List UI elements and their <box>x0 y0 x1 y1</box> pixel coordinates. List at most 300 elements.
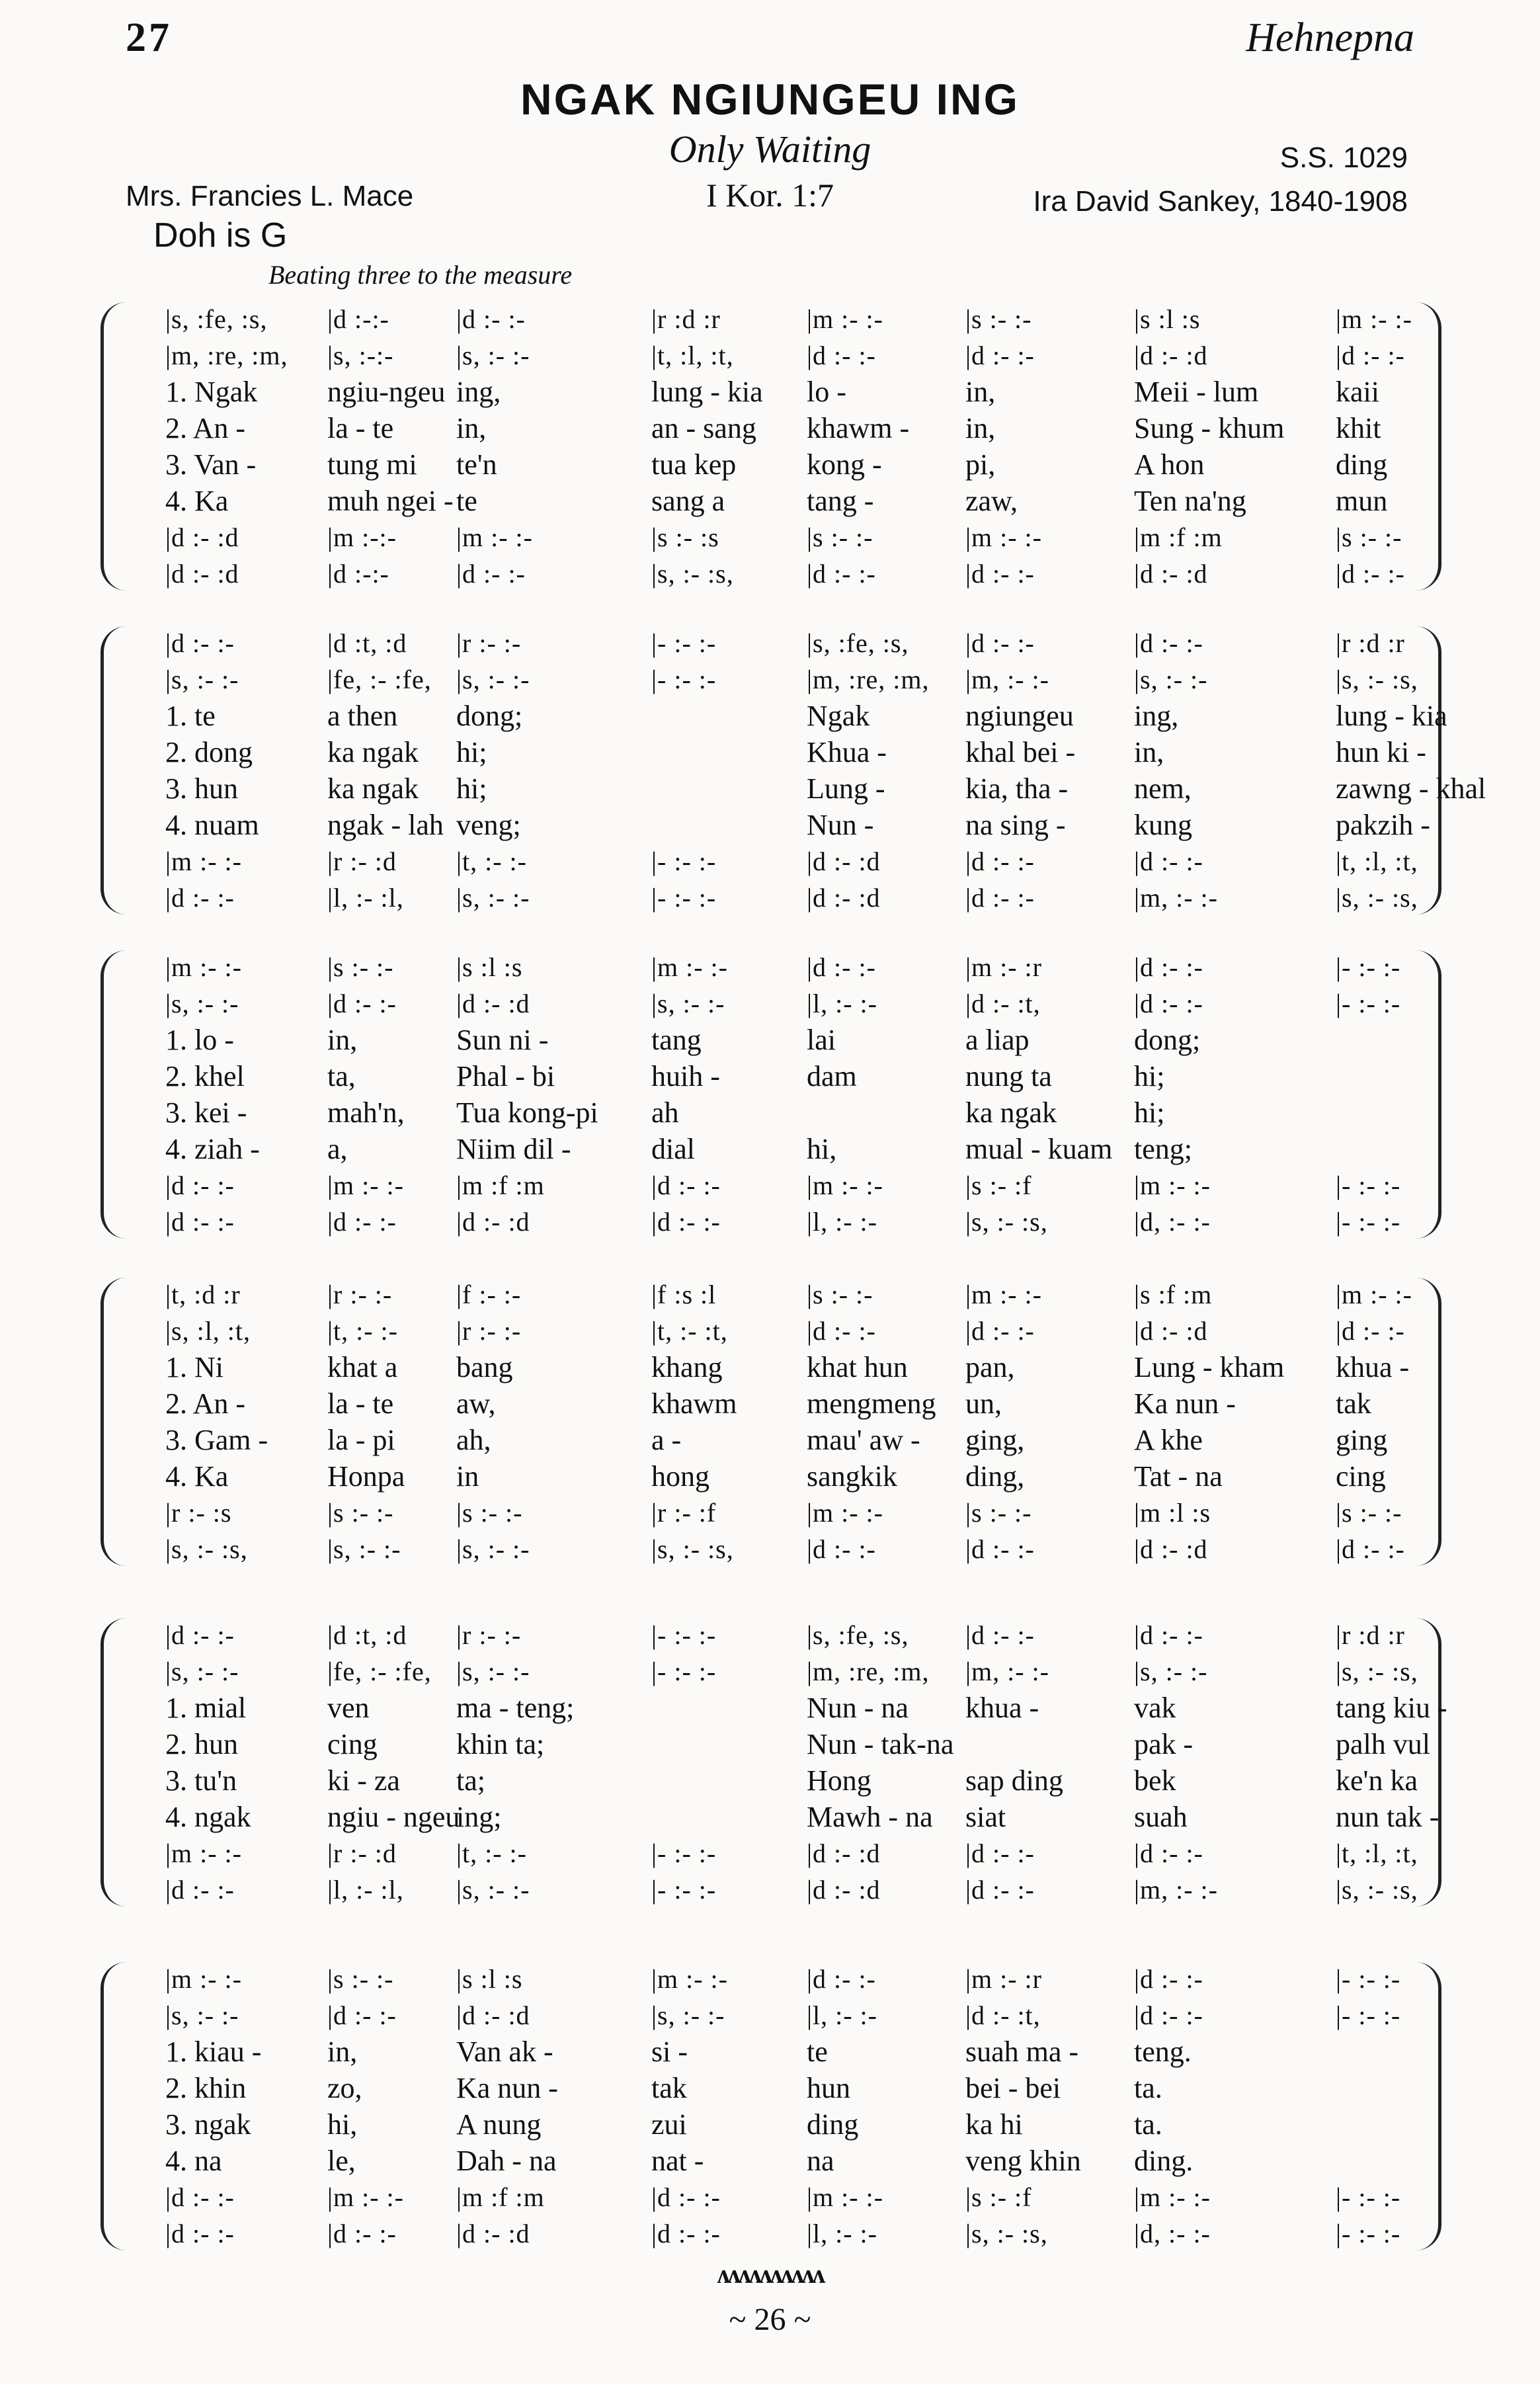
solfa-measure: |m :l :s <box>1134 1498 1211 1528</box>
solfa-measure: |m :- :r <box>965 1964 1042 1994</box>
lyric-syllable: 2. hun <box>165 1728 238 1760</box>
verse-2-lyrics <box>152 1385 1402 1422</box>
solfa-measure: |r :d :r <box>651 304 721 334</box>
music-system <box>99 1270 1441 1574</box>
solfa-measure: |t, :l, :t, <box>1336 1838 1418 1868</box>
solfa-measure: |m :f :m <box>456 1171 545 1200</box>
solfa-measure: |r :- :d <box>327 1838 397 1868</box>
solfa-measure: |d :- :- <box>1336 1316 1405 1346</box>
solfa-measure: |- :- :- <box>651 1838 717 1868</box>
solfa-measure: |m :- :- <box>327 2182 404 2212</box>
solfa-measure: |m :- :- <box>1134 1171 1211 1200</box>
lyric-syllable: 3. hun <box>165 772 238 805</box>
solfa-measure: |- :- :- <box>1336 2000 1401 2030</box>
solfa-measure: |m :- :- <box>807 304 883 334</box>
solfa-measure: |m :f :m <box>1134 522 1223 552</box>
lyric-syllable: cing <box>327 1728 378 1760</box>
lyric-syllable: ding, <box>965 1460 1025 1493</box>
solfa-measure: |m :- :- <box>1336 304 1412 334</box>
lyric-syllable: Ka nun - <box>1134 1387 1236 1420</box>
lyric-syllable: Nun - <box>807 809 874 841</box>
soprano-solfa-line <box>152 1617 1405 1653</box>
alto-solfa-line <box>152 985 1402 1022</box>
verse-1-lyrics <box>152 1349 1410 1385</box>
solfa-measure: |fe, :- :fe, <box>327 1657 432 1686</box>
system-brace-right <box>1416 950 1441 1239</box>
lyric-syllable: Ten na'ng <box>1134 485 1246 517</box>
solfa-measure: |s :f :m <box>1134 1280 1213 1309</box>
music-system <box>99 294 1441 598</box>
lyric-syllable: ka ngak <box>965 1096 1057 1129</box>
solfa-measure: |r :d :r <box>1336 628 1405 658</box>
solfa-measure: |m :-:- <box>327 522 397 552</box>
lyric-syllable: muh ngei - <box>327 485 454 517</box>
tenor-solfa-line <box>152 2179 1402 2215</box>
lyric-syllable: Tat - na <box>1134 1460 1223 1493</box>
lyric-syllable: ah <box>651 1096 679 1129</box>
solfa-measure: |s, :- :- <box>327 1534 401 1564</box>
lyric-syllable: ing; <box>456 1801 502 1833</box>
lyric-syllable: ki - za <box>327 1764 400 1797</box>
solfa-measure: |r :- :- <box>456 1316 522 1346</box>
solfa-measure: |r :- :s <box>165 1498 232 1528</box>
solfa-measure: |s, :- :- <box>165 1657 239 1686</box>
solfa-measure: |s :- :- <box>965 1498 1032 1528</box>
solfa-measure: |r :- :- <box>456 628 522 658</box>
lyric-syllable: ging, <box>965 1424 1025 1456</box>
tenor-solfa-line <box>152 843 1418 880</box>
solfa-measure: |s :l :s <box>1134 304 1201 334</box>
solfa-measure: |m, :re, :m, <box>807 1657 930 1686</box>
solfa-measure: |d :- :- <box>807 559 876 589</box>
solfa-measure: |- :- :- <box>1336 1207 1401 1237</box>
lyric-syllable: ah, <box>456 1424 491 1456</box>
lyric-syllable: khawm - <box>807 412 910 444</box>
lyric-syllable: veng; <box>456 809 521 841</box>
solfa-measure: |d :- :d <box>807 883 881 913</box>
solfa-measure: |d :-:- <box>327 559 389 589</box>
solfa-measure: |d :- :- <box>1134 989 1203 1018</box>
lyric-syllable: te <box>807 2035 828 2068</box>
solfa-measure: |- :- :- <box>651 846 717 876</box>
lyric-syllable: ta, <box>327 1060 356 1092</box>
solfa-measure: |d :- :d <box>456 1207 530 1237</box>
solfa-measure: |t, :l, :t, <box>1336 846 1418 876</box>
alto-solfa-line <box>152 1997 1402 2034</box>
system-brace <box>101 950 126 1239</box>
solfa-measure: |f :- :- <box>456 1280 522 1309</box>
alto-solfa-line <box>152 661 1418 698</box>
solfa-measure: |d :- :- <box>1134 1838 1203 1868</box>
composer: Ira David Sankey, 1840-1908 <box>1033 185 1408 218</box>
solfa-measure: |d :t, :d <box>327 1620 407 1650</box>
solfa-measure: |s :l :s <box>456 952 523 982</box>
lyric-syllable: dial <box>651 1133 695 1165</box>
lyric-syllable: a liap <box>965 1024 1030 1056</box>
lyric-syllable: bang <box>456 1351 513 1383</box>
solfa-measure: |d :-:- <box>327 304 389 334</box>
verse-1-lyrics <box>152 2034 1402 2070</box>
hymn-title: NGAK NGIUNGEU ING <box>520 75 1020 124</box>
solfa-measure: |d, :- :- <box>1134 1207 1211 1237</box>
author: Mrs. Francies L. Mace <box>126 180 414 212</box>
solfa-measure: |d :- :- <box>165 628 235 658</box>
lyric-syllable: Nun - tak-na <box>807 1728 954 1760</box>
lyric-syllable: veng khin <box>965 2145 1081 2177</box>
solfa-measure: |m, :- :- <box>965 1657 1049 1686</box>
solfa-measure: |m, :- :- <box>1134 883 1218 913</box>
lyric-syllable: hun <box>807 2072 850 2104</box>
lyric-syllable: 2. khin <box>165 2072 247 2104</box>
lyric-syllable: khawm <box>651 1387 737 1420</box>
lyric-syllable: a, <box>327 1133 348 1165</box>
solfa-measure: |d :- :- <box>965 1838 1035 1868</box>
solfa-measure: |s, :- :s, <box>1336 665 1418 694</box>
solfa-measure: |s :- :f <box>965 1171 1032 1200</box>
lyric-syllable: 1. te <box>165 700 216 732</box>
lyric-syllable: pak - <box>1134 1728 1194 1760</box>
solfa-measure: |r :- :f <box>651 1498 717 1528</box>
solfa-measure: |r :- :- <box>456 1620 522 1650</box>
lyric-syllable: 2. An - <box>165 412 245 444</box>
system-brace-right <box>1416 1618 1441 1907</box>
solfa-measure: |d :- :- <box>965 341 1035 370</box>
lyric-syllable: lai <box>807 1024 836 1056</box>
system-brace <box>101 626 126 915</box>
verse-3-lyrics <box>152 770 1486 807</box>
solfa-measure: |d :- :- <box>965 628 1035 658</box>
lyric-syllable: tang <box>651 1024 702 1056</box>
lyric-syllable: Honpa <box>327 1460 405 1493</box>
lyric-syllable: an - sang <box>651 412 756 444</box>
solfa-measure: |l, :- :- <box>807 2000 877 2030</box>
lyric-syllable: A khe <box>1134 1424 1203 1456</box>
solfa-measure: |s :- :- <box>327 952 394 982</box>
lyric-syllable: 4. Ka <box>165 1460 229 1493</box>
system-brace-right <box>1416 1278 1441 1566</box>
book-name: Hehnepna <box>1246 15 1414 60</box>
lyric-syllable: nung ta <box>965 1060 1052 1092</box>
lyric-syllable: Mawh - na <box>807 1801 933 1833</box>
lyric-syllable: ma - teng; <box>456 1692 575 1724</box>
lyric-syllable: bei - bei <box>965 2072 1061 2104</box>
lyric-syllable: 2. khel <box>165 1060 245 1092</box>
lyric-syllable: hi; <box>456 736 487 768</box>
lyric-syllable: in, <box>1134 736 1164 768</box>
system-brace-right <box>1416 302 1441 591</box>
lyric-syllable: Van ak - <box>456 2035 553 2068</box>
lyric-syllable: aw, <box>456 1387 496 1420</box>
solfa-measure: |m :- :- <box>965 1280 1042 1309</box>
solfa-measure: |d :- :- <box>651 2219 721 2248</box>
solfa-measure: |d :- :- <box>651 1207 721 1237</box>
verse-1-lyrics <box>152 1022 1402 1058</box>
solfa-measure: |d :- :- <box>165 1171 235 1200</box>
lyric-syllable: Tua kong-pi <box>456 1096 598 1129</box>
lyric-syllable: te <box>456 485 477 517</box>
lyric-syllable: ing, <box>1134 700 1179 732</box>
solfa-measure: |s, :- :- <box>651 989 725 1018</box>
verse-1-lyrics <box>152 1690 1447 1726</box>
solfa-measure: |d :- :- <box>965 1620 1035 1650</box>
alto-solfa-line <box>152 1313 1405 1349</box>
lyric-syllable: sap ding <box>965 1764 1063 1797</box>
lyric-syllable: 1. kiau - <box>165 2035 262 2068</box>
lyric-syllable: 1. Ni <box>165 1351 223 1383</box>
verse-4-lyrics <box>152 2143 1402 2179</box>
lyric-syllable: 1. mial <box>165 1692 247 1724</box>
lyric-syllable: na sing - <box>965 809 1066 841</box>
solfa-measure: |m :- :- <box>165 1838 242 1868</box>
lyric-syllable: ta; <box>456 1764 485 1797</box>
lyric-syllable: Sun ni - <box>456 1024 549 1056</box>
solfa-measure: |m :f :m <box>456 2182 545 2212</box>
bass-solfa-line <box>152 1204 1402 1240</box>
solfa-measure: |d :- :- <box>165 1620 235 1650</box>
lyric-syllable: Niim dil - <box>456 1133 571 1165</box>
solfa-measure: |t, :d :r <box>165 1280 241 1309</box>
solfa-measure: |s, :fe, :s, <box>807 628 909 658</box>
lyric-syllable: tang - <box>807 485 874 517</box>
music-system <box>99 618 1486 923</box>
solfa-measure: |m :- :- <box>165 846 242 876</box>
solfa-measure: |l, :- :l, <box>327 883 404 913</box>
solfa-measure: |s, :- :s, <box>965 1207 1048 1237</box>
lyric-syllable: hi, <box>807 1133 837 1165</box>
lyric-syllable: mual - kuam <box>965 1133 1113 1165</box>
solfa-measure: |l, :- :- <box>807 1207 877 1237</box>
solfa-measure: |d :- :- <box>1134 952 1203 982</box>
solfa-measure: |m :- :- <box>807 1498 883 1528</box>
solfa-measure: |d :- :d <box>807 1838 881 1868</box>
lyric-syllable: ing, <box>456 376 501 408</box>
solfa-measure: |d :- :- <box>965 559 1035 589</box>
solfa-measure: |s :- :- <box>807 1280 873 1309</box>
lyric-syllable: in, <box>327 1024 358 1056</box>
lyric-syllable: nat - <box>651 2145 704 2177</box>
solfa-measure: |t, :- :- <box>327 1316 398 1346</box>
lyric-syllable: sang a <box>651 485 725 517</box>
tenor-solfa-line <box>152 1495 1402 1531</box>
lyric-syllable: huih - <box>651 1060 720 1092</box>
solfa-measure: |s, :- :- <box>1134 1657 1208 1686</box>
solfa-measure: |d :- :- <box>327 1207 397 1237</box>
lyric-syllable: khat a <box>327 1351 398 1383</box>
lyric-syllable: 4. Ka <box>165 485 229 517</box>
tenor-solfa-line <box>152 1167 1402 1204</box>
lyric-syllable: khin ta; <box>456 1728 545 1760</box>
lyric-syllable: ngiungeu <box>965 700 1074 732</box>
solfa-measure: |s, :- :s, <box>1336 1875 1418 1905</box>
solfa-measure: |d :- :- <box>807 341 876 370</box>
solfa-measure: |s, :- :- <box>1134 665 1208 694</box>
lyric-syllable: ka ngak <box>327 772 419 805</box>
solfa-measure: |d :- :- <box>165 1875 235 1905</box>
lyric-syllable: Khua - <box>807 736 887 768</box>
solfa-measure: |- :- :- <box>1336 2182 1401 2212</box>
bass-solfa-line <box>152 555 1405 592</box>
solfa-measure: |s, :fe, :s, <box>807 1620 909 1650</box>
lyric-syllable: ven <box>327 1692 370 1724</box>
solfa-measure: |d :- :- <box>327 989 397 1018</box>
solfa-measure: |- :- :- <box>651 883 717 913</box>
bass-solfa-line <box>152 1871 1418 1908</box>
lyric-syllable: kung <box>1134 809 1192 841</box>
solfa-measure: |d :- :t, <box>965 989 1041 1018</box>
solfa-measure: |s, :- :- <box>165 989 239 1018</box>
solfa-measure: |d :- :- <box>651 1171 721 1200</box>
lyric-syllable: suah <box>1134 1801 1188 1833</box>
lyric-syllable: mah'n, <box>327 1096 405 1129</box>
solfa-measure: |d :- :- <box>1134 628 1203 658</box>
lyric-syllable: a then <box>327 700 398 732</box>
lyric-syllable: Hong <box>807 1764 871 1797</box>
lyric-syllable: na <box>807 2145 834 2177</box>
solfa-measure: |s :- :- <box>327 1498 394 1528</box>
lyric-syllable: la - te <box>327 1387 394 1420</box>
solfa-measure: |s, :- :s, <box>651 559 734 589</box>
solfa-measure: |d, :- :- <box>1134 2219 1211 2248</box>
solfa-measure: |s, :-:- <box>327 341 394 370</box>
solfa-measure: |d :- :- <box>965 846 1035 876</box>
lyric-syllable: le, <box>327 2145 356 2177</box>
solfa-measure: |d :- :- <box>1134 1964 1203 1994</box>
solfa-measure: |d :- :- <box>807 1534 876 1564</box>
verse-4-lyrics <box>152 807 1430 843</box>
lyric-syllable: vak <box>1134 1692 1176 1724</box>
solfa-measure: |d :- :- <box>1134 2000 1203 2030</box>
lyric-syllable: Ka nun - <box>456 2072 558 2104</box>
lyric-syllable: kaii <box>1336 376 1379 408</box>
system-brace-right <box>1416 1962 1441 2250</box>
lyric-syllable: ding <box>807 2108 859 2141</box>
lyric-syllable: khang <box>651 1351 723 1383</box>
lyric-syllable: ngak - lah <box>327 809 444 841</box>
lyric-syllable: 2. An - <box>165 1387 245 1420</box>
solfa-measure: |l, :- :- <box>807 2219 877 2248</box>
lyric-syllable: hi; <box>456 772 487 805</box>
lyric-syllable: Lung - kham <box>1134 1351 1285 1383</box>
lyric-syllable: tua kep <box>651 448 737 481</box>
verse-3-lyrics <box>152 446 1402 483</box>
solfa-measure: |m, :re, :m, <box>165 341 288 370</box>
solfa-measure: |d :- :- <box>327 2000 397 2030</box>
solfa-measure: |d :- :d <box>1134 1534 1208 1564</box>
lyric-syllable: tang kiu - <box>1336 1692 1447 1724</box>
system-brace <box>101 1618 126 1907</box>
lyric-syllable: pan, <box>965 1351 1015 1383</box>
lyric-syllable: A nung <box>456 2108 542 2141</box>
key-signature: Doh is G <box>153 216 288 255</box>
solfa-measure: |- :- :- <box>651 665 717 694</box>
solfa-measure: |- :- :- <box>1336 1964 1401 1994</box>
lyric-syllable: ka ngak <box>327 736 419 768</box>
system-brace <box>101 1278 126 1566</box>
lyric-syllable: khua - <box>1336 1351 1410 1383</box>
soprano-solfa-line <box>152 1961 1402 1997</box>
verse-2-lyrics <box>152 734 1426 770</box>
solfa-measure: |- :- :- <box>651 1657 717 1686</box>
solfa-measure: |s, :l, :t, <box>165 1316 251 1346</box>
lyric-syllable: in <box>456 1460 479 1493</box>
solfa-measure: |s, :- :s, <box>965 2219 1048 2248</box>
lyric-syllable: Meii - lum <box>1134 376 1259 408</box>
solfa-measure: |t, :- :t, <box>651 1316 728 1346</box>
lyric-syllable: in, <box>965 376 996 408</box>
solfa-measure: |m :- :- <box>456 522 533 552</box>
system-brace <box>101 302 126 591</box>
lyric-syllable: tak <box>651 2072 687 2104</box>
solfa-measure: |s, :- :- <box>165 665 239 694</box>
lyric-syllable: zawng - khal <box>1336 772 1486 805</box>
lyric-syllable: Nun - na <box>807 1692 909 1724</box>
scripture-reference: I Kor. 1:7 <box>706 177 834 214</box>
lyric-syllable: zaw, <box>965 485 1018 517</box>
solfa-measure: |m :- :- <box>327 1171 404 1200</box>
solfa-measure: |d :- :- <box>965 1534 1035 1564</box>
solfa-measure: |d :- :- <box>165 1207 235 1237</box>
verse-2-lyrics <box>152 410 1402 446</box>
solfa-measure: |d :- :- <box>807 1316 876 1346</box>
solfa-measure: |t, :- :- <box>456 846 527 876</box>
soprano-solfa-line <box>152 625 1405 661</box>
tenor-solfa-line <box>152 519 1402 555</box>
solfa-measure: |d :t, :d <box>327 628 407 658</box>
verse-2-lyrics <box>152 1058 1402 1094</box>
lyric-syllable: 3. ngak <box>165 2108 251 2141</box>
solfa-measure: |m :- :- <box>965 522 1042 552</box>
bass-solfa-line <box>152 1531 1405 1567</box>
solfa-measure: |m :- :- <box>165 1964 242 1994</box>
solfa-measure: |s, :- :- <box>456 883 530 913</box>
solfa-measure: |r :- :d <box>327 846 397 876</box>
solfa-measure: |t, :- :- <box>456 1838 527 1868</box>
lyric-syllable: pakzih - <box>1336 809 1430 841</box>
solfa-measure: |s, :- :- <box>456 341 530 370</box>
lyric-syllable: hun ki - <box>1336 736 1426 768</box>
lyric-syllable: tung mi <box>327 448 417 481</box>
alto-solfa-line <box>152 1653 1418 1690</box>
lyric-syllable: nem, <box>1134 772 1192 805</box>
lyric-syllable: dong; <box>456 700 523 732</box>
lyric-syllable: ngiu-ngeu <box>327 376 446 408</box>
solfa-measure: |r :d :r <box>1336 1620 1405 1650</box>
tempo-marking: Beating three to the measure <box>268 260 573 290</box>
lyric-syllable: 4. na <box>165 2145 222 2177</box>
solfa-measure: |s :- :- <box>456 1498 523 1528</box>
lyric-syllable: lung - kia <box>651 376 763 408</box>
lyric-syllable: Phal - bi <box>456 1060 555 1092</box>
solfa-measure: |d :- :- <box>807 1964 876 1994</box>
solfa-measure: |s, :- :- <box>456 1534 530 1564</box>
lyric-syllable: si - <box>651 2035 688 2068</box>
soprano-solfa-line <box>152 1276 1412 1313</box>
solfa-measure: |s, :- :- <box>165 2000 239 2030</box>
solfa-measure: |t, :l, :t, <box>651 341 734 370</box>
lyric-syllable: 3. Gam - <box>165 1424 268 1456</box>
lyric-syllable: in, <box>965 412 996 444</box>
solfa-measure: |- :- :- <box>1336 989 1401 1018</box>
verse-3-lyrics <box>152 1762 1418 1799</box>
system-brace <box>101 1962 126 2250</box>
solfa-measure: |fe, :- :fe, <box>327 665 432 694</box>
solfa-measure: |s, :fe, :s, <box>165 304 268 334</box>
solfa-measure: |d :- :- <box>165 2182 235 2212</box>
lyric-syllable: bek <box>1134 1764 1176 1797</box>
lyric-syllable: 2. dong <box>165 736 253 768</box>
solfa-measure: |m :- :- <box>807 2182 883 2212</box>
lyric-syllable: ta. <box>1134 2072 1162 2104</box>
